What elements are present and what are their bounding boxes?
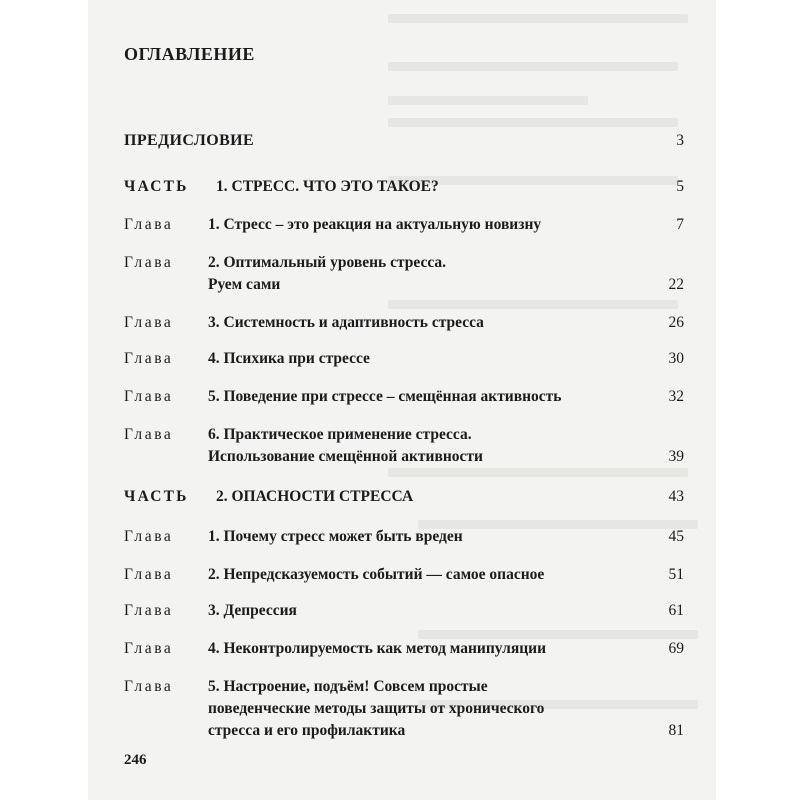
entry-page-number: 43 (668, 488, 684, 505)
entry-title-continued: Руем сами (208, 276, 281, 293)
bleed-through-line (388, 62, 678, 71)
entry-label: Глава (124, 216, 174, 233)
entry-page-number: 45 (668, 528, 684, 545)
toc-heading: ОГЛАВЛЕНИЕ (124, 44, 255, 64)
entry-label: Глава (124, 566, 174, 583)
entry-label: Глава (124, 314, 174, 331)
toc-entry-chapter[interactable] (124, 214, 684, 236)
entry-page-number: 26 (668, 314, 684, 331)
entry-title-continued: поведенческие методы защиты от хронического (208, 700, 545, 717)
entry-label: Глава (124, 426, 174, 443)
entry-title: 4. Неконтролируемость как метод манипуляции (208, 640, 547, 657)
toc-entry-part-1[interactable] (124, 176, 684, 198)
entry-label: Глава (124, 678, 174, 695)
entry-label: Глава (124, 528, 174, 545)
bleed-through-line (388, 468, 688, 477)
entry-title: 2. Непредсказуемость событий — самое опасное (208, 566, 545, 583)
bleed-through-line (388, 14, 688, 23)
entry-label: Глава (124, 388, 174, 405)
entry-page-number: 22 (668, 276, 684, 293)
entry-title: 6. Практическое применение стресса. (208, 426, 472, 443)
entry-label: Глава (124, 254, 174, 271)
entry-title: 3. Депрессия (208, 602, 297, 619)
toc-entry-chapter[interactable] (124, 252, 684, 296)
entry-title: 3. Системность и адаптивность стресса (208, 314, 484, 331)
bleed-through-line (388, 300, 678, 309)
entry-label: Глава (124, 640, 174, 657)
entry-page-number: 7 (676, 216, 684, 233)
entry-page-number: 51 (668, 566, 684, 583)
bleed-through-line (388, 96, 588, 105)
entry-title-continued: Использование смещённой активности (208, 448, 483, 465)
entry-label: Глава (124, 602, 174, 619)
entry-page-number: 30 (668, 350, 684, 367)
entry-label: ЧАСТЬ (124, 178, 189, 195)
entry-title: 2. Оптимальный уровень стресса. (208, 254, 447, 271)
entry-title: 4. Психика при стрессе (208, 350, 370, 367)
toc-entry-chapter[interactable] (124, 348, 684, 370)
entry-title: 1. Почему стресс может быть вреден (208, 528, 463, 545)
toc-entry-chapter[interactable] (124, 564, 684, 586)
entry-title: 5. Настроение, подъём! Совсем простые (208, 678, 488, 695)
toc-entry-chapter[interactable] (124, 312, 684, 334)
entry-title: 1. Стресс – это реакция на актуальную новизну (208, 216, 542, 233)
entry-title: ПРЕДИСЛОВИЕ (124, 132, 255, 149)
entry-title-continued: стресса и его профилактика (208, 722, 406, 739)
entry-title: 2. ОПАСНОСТИ СТРЕССА (216, 488, 414, 505)
toc-entry-preface[interactable] (124, 130, 684, 152)
toc-entry-chapter[interactable] (124, 386, 684, 408)
page-folio-number: 246 (124, 752, 147, 768)
entry-page-number: 32 (668, 388, 684, 405)
bleed-through-line (388, 118, 678, 127)
entry-page-number: 3 (676, 132, 684, 149)
toc-entry-chapter[interactable] (124, 676, 684, 742)
entry-title: 5. Поведение при стрессе – смещённая активность (208, 388, 562, 405)
entry-page-number: 61 (668, 602, 684, 619)
entry-label: Глава (124, 350, 174, 367)
toc-entry-chapter[interactable] (124, 600, 684, 622)
toc-entry-part-2[interactable] (124, 486, 684, 508)
entry-title: 1. СТРЕСС. ЧТО ЭТО ТАКОЕ? (216, 178, 439, 195)
entry-page-number: 39 (668, 448, 684, 465)
entry-page-number: 81 (668, 722, 684, 739)
entry-page-number: 69 (668, 640, 684, 657)
toc-entry-chapter[interactable] (124, 638, 684, 660)
entry-page-number: 5 (676, 178, 684, 195)
toc-entry-chapter[interactable] (124, 526, 684, 548)
toc-entry-chapter[interactable] (124, 424, 684, 468)
book-page (88, 0, 716, 800)
entry-label: ЧАСТЬ (124, 488, 189, 505)
